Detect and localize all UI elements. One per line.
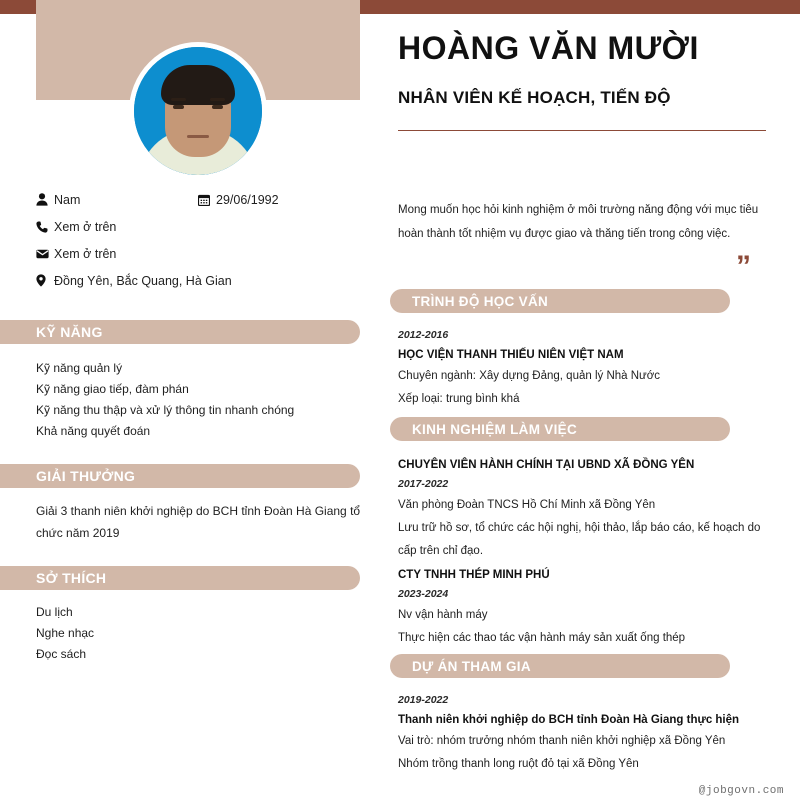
experience-org: CTY TNHH THÉP MINH PHÚ xyxy=(398,569,550,581)
job-title: NHÂN VIÊN KẾ HOẠCH, TIẾN ĐỘ xyxy=(398,88,671,107)
section-header-experience xyxy=(390,417,730,441)
experience-org: CHUYÊN VIÊN HÀNH CHÍNH TẠI UBND XÃ ĐỒNG YÊN xyxy=(398,459,695,471)
skills-list xyxy=(36,358,366,442)
education-entry xyxy=(398,326,770,411)
section-header-education-label: TRÌNH ĐỘ HỌC VẤN xyxy=(412,293,549,309)
birthdate-value: 29/06/1992 xyxy=(216,192,279,207)
section-header-education xyxy=(390,289,730,313)
quote-mark-icon: ” xyxy=(736,250,751,283)
section-header-skills xyxy=(0,320,360,344)
experience-date: 2017-2022 xyxy=(398,478,449,490)
section-header-projects-label: DỰ ÁN THAM GIA xyxy=(412,658,531,674)
contact-list xyxy=(36,186,366,294)
interests-list xyxy=(36,602,366,665)
project-detail: Vai trò: nhóm trưởng nhóm thanh niên khởi nghiệp xã Đồng Yên xyxy=(398,735,726,747)
interest-item: Đọc sách xyxy=(36,647,87,661)
email-value: Xem ở trên xyxy=(54,246,117,261)
envelope-icon xyxy=(36,249,54,259)
skill-item: Kỹ năng thu thập và xử lý thông tin nhanh chóng xyxy=(36,403,295,417)
experience-date: 2023-2024 xyxy=(398,588,449,600)
phone-value: Xem ở trên xyxy=(54,219,117,234)
interest-item: Nghe nhạc xyxy=(36,626,95,640)
title-divider xyxy=(398,130,766,131)
education-date: 2012-2016 xyxy=(398,329,449,341)
project-date: 2019-2022 xyxy=(398,694,449,706)
watermark: @jobgovn.com xyxy=(698,785,784,797)
gender-value: Nam xyxy=(54,192,81,207)
education-detail: Chuyên ngành: Xây dựng Đảng, quản lý Nhà Nước xyxy=(398,370,661,382)
section-header-interests-label: SỞ THÍCH xyxy=(36,570,107,586)
skill-item: Kỹ năng quản lý xyxy=(36,361,123,375)
section-header-skills-label: KỸ NĂNG xyxy=(36,324,103,340)
location-pin-icon xyxy=(36,274,54,287)
main-content xyxy=(380,0,800,809)
page-title: HOÀNG VĂN MƯỜI xyxy=(398,30,699,66)
address-value: Đồng Yên, Bắc Quang, Hà Gian xyxy=(54,273,232,288)
summary-text: Mong muốn học hỏi kinh nghiệm ở môi trường năng động với mục tiêu hoàn thành tốt nhiệm vụ được giao và thăng tiến trong công việc. xyxy=(398,204,759,240)
project-entry xyxy=(398,691,770,776)
experience-detail: Nv vận hành máy xyxy=(398,609,488,621)
contact-row-email xyxy=(36,240,366,267)
section-header-interests xyxy=(0,566,360,590)
section-header-experience-label: KINH NGHIỆM LÀM VIỆC xyxy=(412,421,578,437)
contact-row-gender-birthdate xyxy=(36,186,366,213)
experience-detail: Lưu trữ hồ sơ, tổ chức các hội nghị, hội thảo, lắp báo cáo, kế hoạch do cấp trên chỉ đạo. xyxy=(398,522,761,557)
birthdate-group xyxy=(198,186,279,213)
project-org: Thanh niên khởi nghiệp do BCH tỉnh Đoàn Hà Giang thực hiện xyxy=(398,714,740,726)
interest-item: Du lịch xyxy=(36,605,73,619)
section-header-projects xyxy=(390,654,730,678)
project-detail: Nhóm trồng thanh long ruột đỏ tại xã Đồng Yên xyxy=(398,758,639,770)
contact-row-phone xyxy=(36,213,366,240)
experience-entry xyxy=(398,455,770,563)
section-header-awards xyxy=(0,464,360,488)
education-detail: Xếp loại: trung bình khá xyxy=(398,393,520,405)
contact-row-address xyxy=(36,267,366,294)
calendar-icon xyxy=(198,194,216,206)
awards-text: Giải 3 thanh niên khởi nghiệp do BCH tỉnh Đoàn Hà Giang tổ chức năm 2019 xyxy=(36,504,361,540)
sidebar xyxy=(0,0,364,809)
section-header-awards-label: GIẢI THƯỞNG xyxy=(36,468,136,484)
skill-item: Khả năng quyết đoán xyxy=(36,424,151,438)
experience-entry xyxy=(398,565,770,650)
skill-item: Kỹ năng giao tiếp, đàm phán xyxy=(36,382,189,396)
experience-detail: Văn phòng Đoàn TNCS Hồ Chí Minh xã Đồng Yên xyxy=(398,499,656,511)
education-org: HỌC VIỆN THANH THIẾU NIÊN VIỆT NAM xyxy=(398,349,624,361)
phone-icon xyxy=(36,221,54,233)
experience-detail: Thực hiện các thao tác vận hành máy sản xuất ống thép xyxy=(398,632,686,644)
person-icon xyxy=(36,193,54,206)
